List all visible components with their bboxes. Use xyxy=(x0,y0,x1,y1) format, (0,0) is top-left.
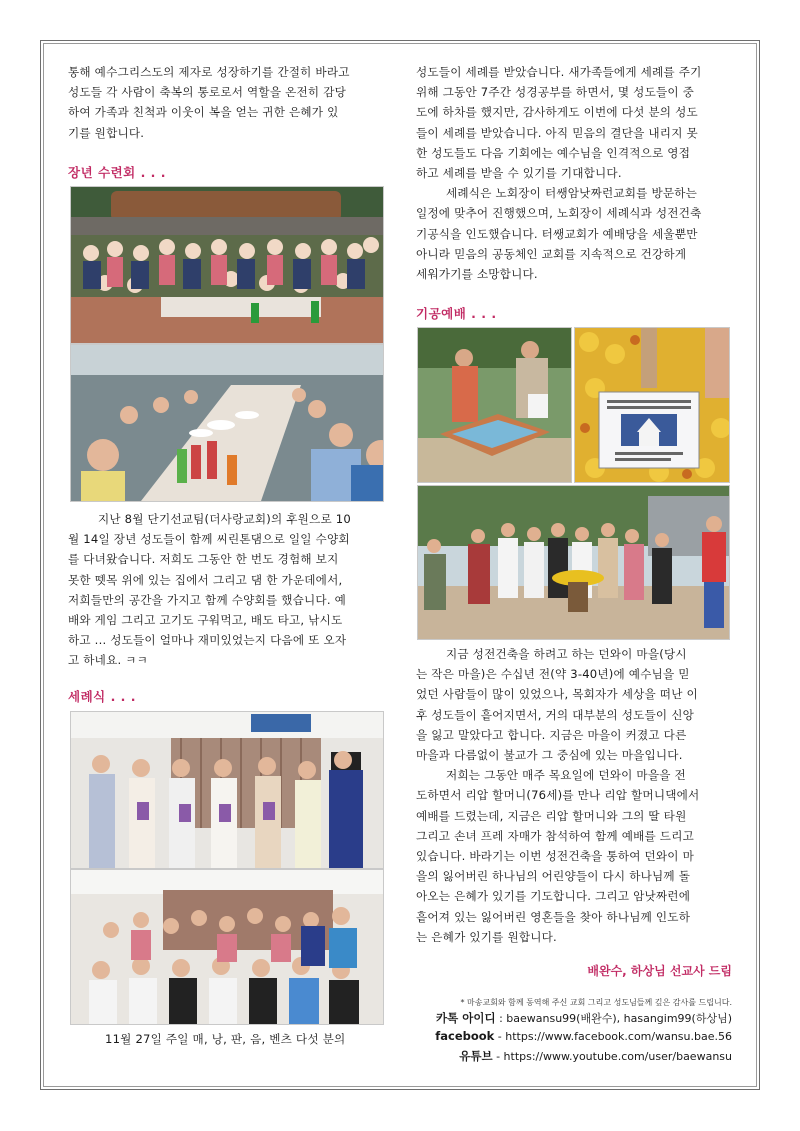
text-line: 도에 하차를 했지만, 감사하게도 이번에 다섯 분의 성도 xyxy=(416,105,698,120)
facebook-label: facebook xyxy=(435,1029,495,1043)
text-line: 한 성도들도 다음 기회에는 예수님을 인격적으로 영접 xyxy=(416,145,691,160)
text-line: 들이 세례를 받았습니다. 아직 믿음의 결단을 내리지 못 xyxy=(416,125,698,140)
text-line: 저희는 그동안 매주 목요일에 던와이 마을을 전 xyxy=(446,768,686,783)
text-line: 아오는 은혜가 있기를 기도합니다. 그리고 암낫짜런에 xyxy=(416,889,691,904)
text-line: 있습니다. 바라기는 이번 성전건축을 통하여 던와이 마 xyxy=(416,849,694,864)
text-line: 을 잃고 말았다고 합니다. 지금은 마을이 커졌고 다른 xyxy=(416,727,687,742)
text-line: 었던 사람들이 많이 있었으나, 목회자가 세상을 떠난 이 xyxy=(416,687,698,702)
text-line: 통해 예수그리스도의 제자로 성장하기를 간절히 바라고 xyxy=(68,65,350,79)
text-line: 그리고 손녀 프레 자매가 참석하여 함께 예배를 드리고 xyxy=(416,828,694,843)
groundbreaking-model-photo xyxy=(417,327,572,483)
text-line: 후 성도들이 흩어지면서, 거의 대부분의 성도들이 신앙 xyxy=(416,707,694,722)
groundbreaking-sign-photo xyxy=(574,327,730,483)
retreat-meal-image xyxy=(71,345,383,501)
youtube-link[interactable]: - https://www.youtube.com/user/baewansu xyxy=(492,1050,732,1063)
baptism-image-2 xyxy=(71,870,383,1024)
text-line: 지난 8월 단기선교팀(더사랑교회)의 후원으로 10 xyxy=(98,512,351,526)
text-line: 는 은혜가 있기를 원합니다. xyxy=(416,929,557,944)
baptism-heading: 세례식 . . . xyxy=(68,689,137,704)
kakao-label: 카톡 아이디 xyxy=(436,1011,496,1025)
text-line: 배와 게임 그리고 고기도 구워먹고, 배도 타고, 낚시도 xyxy=(68,613,343,628)
brick-model-image xyxy=(418,328,571,482)
baptism-photo-2 xyxy=(70,869,384,1025)
text-line: 도하면서 리압 할머니(76세)를 만나 리압 할머니댁에서 xyxy=(416,788,700,803)
baptism-caption: 11월 27일 주일 매, 낭, 판, 음, 벤츠 다섯 분의 xyxy=(105,1032,346,1046)
retreat-group-photo xyxy=(70,186,384,344)
signature: 배완수, 하상님 선교사 드림 xyxy=(587,964,732,978)
text-line: 을의 잃어버린 하나님의 어린양들이 다시 하나님께 돌 xyxy=(416,869,691,884)
text-line: 못한 뗏목 위에 있는 집에서 그리고 댐 한 가운데에서, xyxy=(68,572,343,587)
contact-kakao xyxy=(436,1010,732,1026)
village-paragraph xyxy=(416,644,734,947)
text-line: 기공식을 인도했습니다. 터쌩교회가 예배당을 세울뿐만 xyxy=(416,226,698,241)
text-line: 세워가기를 소망합니다. xyxy=(416,267,538,282)
thanks-note: * 마송교회와 함께 동역해 주신 교회 그리고 성도님들께 깊은 감사를 드립니다. xyxy=(460,998,732,1007)
baptism-image-1 xyxy=(71,712,383,868)
groundbreaking-group-photo xyxy=(417,485,730,640)
groundbreaking-group-image xyxy=(418,486,729,639)
text-line: 는 작은 마을)은 수십년 전(약 3-40년)에 예수님을 믿 xyxy=(416,667,690,682)
text-line: 기를 원합니다. xyxy=(68,125,145,140)
text-line: 성도들이 세례를 받았습니다. 새가족들에게 세례를 주기 xyxy=(416,65,702,79)
retreat-paragraph xyxy=(68,509,383,671)
flower-sign-image xyxy=(575,328,729,482)
kakao-value: : baewansu99(배완수), hasangim99(하상님) xyxy=(495,1012,732,1025)
facebook-link[interactable]: - https://www.facebook.com/wansu.bae.56 xyxy=(494,1030,732,1043)
retreat-heading: 장년 수련회 . . . xyxy=(68,165,167,180)
text-line: 하여 가족과 친척과 이웃이 복을 얻는 귀한 은혜가 있 xyxy=(68,105,339,120)
contact-youtube xyxy=(459,1048,732,1064)
text-line: 성도들 각 사람이 축복의 통로로서 역할을 온전히 감당 xyxy=(68,85,346,100)
text-line: 세례식은 노회장이 터쌩암낫짜런교회를 방문하는 xyxy=(446,186,698,201)
text-line: 고 하네요. ㅋㅋ xyxy=(68,653,149,668)
baptism-continued-paragraph xyxy=(416,62,734,284)
groundbreaking-heading: 기공예배 . . . xyxy=(416,306,497,321)
text-line: 하고 세례를 받을 수 있기를 기대합니다. xyxy=(416,166,622,181)
baptism-photo-1 xyxy=(70,711,384,869)
retreat-meal-photo xyxy=(70,344,384,502)
contact-facebook xyxy=(435,1029,732,1043)
text-line: 월 14일 장년 성도들이 함께 씨린톤댐으로 일일 수양회 xyxy=(68,532,350,547)
retreat-group-image xyxy=(71,187,383,343)
text-line: 저희들만의 공간을 가지고 함께 수양회를 했습니다. 예 xyxy=(68,592,346,607)
intro-paragraph xyxy=(68,62,383,143)
text-line: 예배를 드렸는데, 지금은 리압 할머니와 그의 딸 타원 xyxy=(416,808,687,823)
text-line: 흩어져 있는 잃어버린 영혼들을 찾아 하나님께 인도하 xyxy=(416,909,691,924)
text-line: 일정에 맞추어 진행했으며, 노회장이 세례식과 성전건축 xyxy=(416,206,702,221)
text-line: 지금 성전건축을 하려고 하는 던와이 마을(당시 xyxy=(446,647,687,661)
text-line: 위해 그동안 7주간 성경공부를 하면서, 몇 성도들이 중 xyxy=(416,85,695,100)
text-line: 마을과 다름없이 불교가 그 중심에 있는 마을입니다. xyxy=(416,748,683,763)
text-line: 를 다녀왔습니다. 저희도 그동안 한 번도 경험해 보지 xyxy=(68,552,339,567)
text-line: 하고 ... 성도들이 얼마나 재미있었는지 다음에 또 오자 xyxy=(68,633,347,648)
youtube-label: 유튜브 xyxy=(459,1049,493,1063)
text-line: 아니라 믿음의 공동체인 교회를 지속적으로 건강하게 xyxy=(416,246,687,261)
